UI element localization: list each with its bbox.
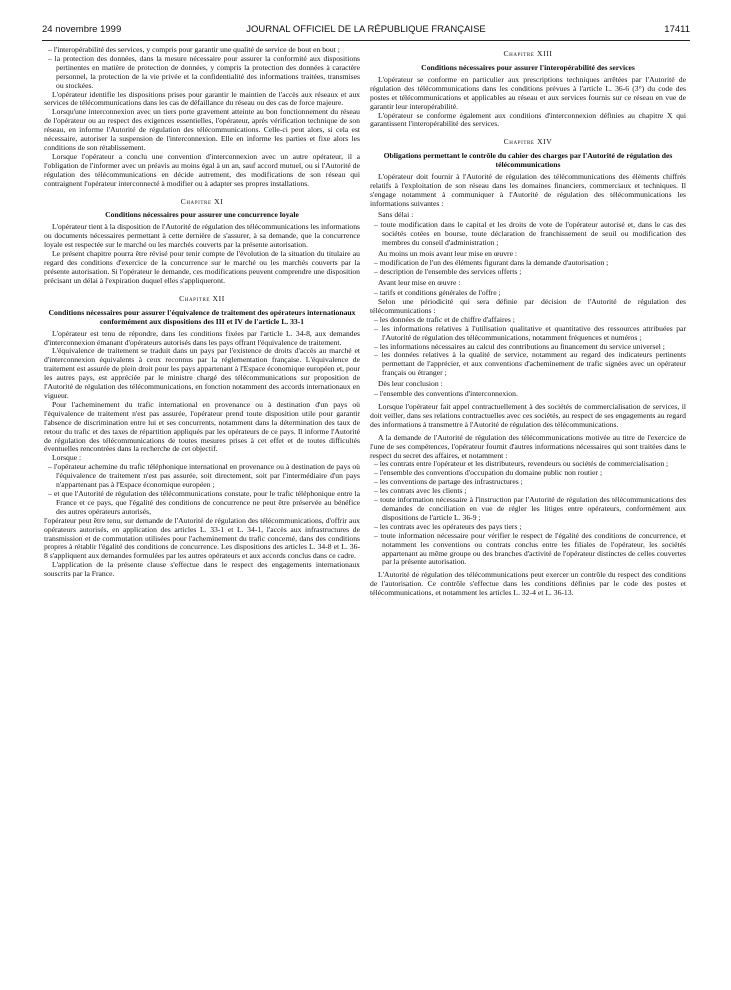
section-label: Au moins un mois avant leur mise en œuvre : [378,248,517,258]
list-item: – tarifs et conditions générales de l'offre ; [374,288,501,298]
chapter-title-11: Conditions nécessaires pour assurer une concurrence loyale [105,210,299,220]
page-header [42,24,690,38]
chapter-heading-11: Chapitre XI [180,196,224,206]
paragraph: L'opérateur se conforme également aux conditions d'interconnexion définies au chapitre X qui garantissent l'interopérabilité des services. [370,110,686,129]
paragraph: A la demande de l'Autorité de régulation des télécommunications motivée au titre de l'exercice de l'une de ses compétences, l'opérateur fournit d'autres informations nécessaires qui sont traitées dans le respect du secret des affaires, et notamment : [370,432,686,460]
paragraph: Lorsque : [52,453,82,463]
paragraph: Lorsqu'une interconnexion avec un tiers porte gravement atteinte au bon fonctionnement du réseau de l'opérateur ou au respect des exigences essentielles, l'opérateur, après vérification technique de son réseau, en informe l'Autorité de régulation des télécommunications. Celle-ci peut alors, si cela est nécessaire, autoriser la suspension de l'interconnexion. Elle en informe les parties et fixe alors les conditions de son rétablissement. [44,107,360,152]
list-item: – les contrats avec les opérateurs des pays tiers ; [374,521,522,531]
chapter-heading-13: Chapitre XIII [503,49,553,58]
list-item: – toute modification dans le capital et les droits de vote de l'opérateur autorisé et, dans le cas des sociétés cotées en bourse, toute déclaration de franchissement de seuil ou modification des membres du conseil d'administration ; [374,219,686,247]
paragraph: Selon une périodicité qui sera définie par décision de l'Autorité de régulation des télécommunications : [370,297,686,315]
paragraph: L'application de la présente clause s'effectue dans le respect des engagements internationaux souscrits par la France. [44,560,360,579]
list-item: – et que l'Autorité de régulation des télécommunications constate, pour le trafic téléphonique entre la France et ce pays, que l'égalité des conditions de concurrence ne peut être préservée au bénéfice des autres opérateurs autorisés, [48,488,360,516]
list-item: – toute information nécessaire pour vérifier le respect de l'égalité des conditions de concurrence, et notamment les conventions ou contrats conclus entre les filiales de l'opérateur, les sociétés appartenant au même groupe ou des branches d'activité de l'opérateur distinctes de celles couvertes par la présente autorisation. [374,530,686,567]
paragraph: L'opérateur est tenu de répondre, dans les conditions fixées par l'article L. 34-8, aux demandes d'interconnexion émanant d'opérateurs autorisés dans les pays offrant l'équivalence de traitement. [44,328,360,347]
paragraph: L'opérateur se conforme en particulier aux prescriptions techniques arrêtées par l'Autorité de régulation des télécommunications dans les conditions prévues à l'article L. 36-6 (3°) du code des postes et télécommunications et applicables au réseau et aux services fournis sur ce réseau en vue de garantir leur interopérabilité. [370,74,686,111]
left-column [44,46,360,579]
paragraph: L'opérateur doit fournir à l'Autorité de régulation des télécommunications des éléments chiffrés relatifs à l'exploitation de son réseau dans les domaines financiers, commerciaux et techniques. Il s'engage notamment à communiquer à l'Autorité de régulation des télécommunications les informations suivantes : [370,172,686,208]
paragraph: L'opérateur tient à la disposition de l'Autorité de régulation des télécommunications les informations ou documents nécessaires permettant à cette dernière de s'assurer, à sa demande, que la concurrence loyale est respectée sur le marché ou les marchés couverts par la présente autorisation. [44,222,360,250]
paragraph: Pour l'acheminement du trafic international en provenance ou à destination d'un pays où l'équivalence de traitement n'est pas assurée, l'opérateur prend toute disposition utile pour garantir l'absence de discrimination entre lui et ses concurrents, notamment dans la détermination des taux de retour du trafic et des taxes de répartition appliqués par les opérateurs de ce pays. Il informe l'Autorité de régulation des télécommunications de toutes mesures prises à cet effet et de toutes difficultés éventuelles rencontrées dans la recherche de cet objectif. [44,399,360,454]
right-column [370,46,686,598]
list-item: – les contrats entre l'opérateur et les distributeurs, revendeurs ou sociétés de commercialisation ; [374,459,669,469]
list-item: – l'ensemble des conventions d'interconnexion. [374,389,518,399]
list-item: – les données relatives à la qualité de service, notamment au regard des indicateurs pertinents permettant de l'apprécier, et aux conventions d'acheminement de trafic signées avec un opérateur français ou étranger ; [374,350,686,378]
section-label: Sans délai : [378,209,414,219]
list-item: – les conventions de partage des infrastructures ; [374,477,523,487]
page-number: 17411 [664,24,690,35]
paragraph: Le présent chapitre pourra être révisé pour tenir compte de l'évolution de la situation du titulaire au regard des conditions d'exercice de la concurrence sur le marché ou les marchés couverts par la présente autorisation. Si l'opérateur le demande, ces modifications peuvent comprendre une disposition précisant un délai à l'expiration duquel elles s'appliqueront. [44,249,360,285]
chapter-title-14: Obligations permettant le contrôle du cahier des charges par l'Autorité de régulation des télécommunications [383,151,673,170]
paragraph: Lorsque l'opérateur fait appel contractuellement à des sociétés de commercialisation de services, il doit veiller, dans ses relations contractuelles avec ces sociétés, au respect de ses engagements au regard des informations à transmettre à l'Autorité de régulation des télécommunications. [370,402,686,429]
list-item: – modification de l'un des éléments figurant dans la demande d'autorisation ; [374,258,609,268]
section-label: Avant leur mise en œuvre : [378,278,461,288]
list-item: – l'opérateur achemine du trafic téléphonique international en provenance ou à destination de pays où l'équivalence de traitement n'est pas assurée, soit directement, soit par l'intermédiaire d'un pays n'appartenant pas à l'Espace économique européen ; [48,462,360,490]
list-item: – l'interopérabilité des services, y compris pour garantir une qualité de service de bout en bout ; [48,45,340,54]
journal-title: JOURNAL OFFICIEL DE LA RÉPUBLIQUE FRANÇAISE [246,24,486,35]
list-item: – les contrats avec les clients ; [374,486,467,496]
paragraph: L'Autorité de régulation des télécommunications peut exercer un contrôle du respect des conditions de l'autorisation. Ce contrôle s'effectue dans les conditions définies par le code des postes et télécommunications, et notamment les articles L. 32-4 et L. 36-13. [370,570,686,598]
list-item: – la protection des données, dans la mesure nécessaire pour assurer la conformité aux dispositions pertinentes en matière de protection de données, y compris la protection des données à caractère personnel, la protection de la vie privée et la confidentialité des informations traitées, transmises ou stockées. [48,53,360,90]
chapter-heading-14: Chapitre XIV [503,137,553,147]
header-rule [42,40,690,41]
header-date: 24 novembre 1999 [42,24,122,35]
list-item: – description de l'ensemble des services offerts ; [374,267,522,277]
paragraph: L'opérateur identifie les dispositions prises pour garantir le maintien de l'accès aux réseaux et aux services de télécommunications dans les cas de défaillance du réseau ou des cas de force majeure. [44,89,360,108]
paragraph: Lorsque l'opérateur a conclu une convention d'interconnexion avec un autre opérateur, il a l'obligation de l'informer avec un préavis au moins égal à un an, sauf accord mutuel, ou si l'Autorité de régulation des télécommunications en décide autrement, des modifications de son réseau qui contraignent l'opérateur interconnecté à modifier ou à adapter ses propres installations. [44,151,360,188]
section-label: Dès leur conclusion : [378,379,443,389]
list-item: – les données de trafic et de chiffre d'affaires ; [374,314,515,324]
chapter-heading-12: Chapitre XII [179,293,225,303]
list-item: – toute information nécessaire à l'instruction par l'Autorité de régulation des télécommunications des demandes de conciliation en vue de régler les litiges entre opérateurs, conformément aux dispositions de l'article L. 36-9 ; [374,495,686,522]
list-item: – les informations relatives à l'utilisation qualitative et quantitative des ressources attribuées par l'Autorité de régulation des télécommunications, notamment fréquences et numéros ; [374,323,686,342]
chapter-title-13: Conditions nécessaires pour assurer l'interopérabilité des services [421,62,635,72]
chapter-title-12: Conditions nécessaires pour assurer l'équivalence de traitement des opérateurs internationaux conformément aux dispositions des III et IV de l'article L. 33-1 [48,307,356,326]
list-item: – les informations nécessaires au calcul des contributions au financement du service universel ; [374,341,665,351]
list-item: – l'ensemble des conventions d'occupation du domaine public non routier ; [374,468,603,478]
paragraph: L'équivalence de traitement se traduit dans un pays par l'existence de droits d'accès au marché et d'interconnexion équivalents à ceux reconnus par la réglementation française. L'équivalence de traitement est assurée de plein droit pour les pays appartenant à l'Espace économique européen et, pour les autres pays, est appréciée par le ministre chargé des télécommunications sur proposition de l'Autorité de régulation des télécommunications, en fonction notamment des accords internationaux en vigueur. [44,346,360,400]
paragraph: l'opérateur peut être tenu, sur demande de l'Autorité de régulation des télécommunications, d'offrir aux opérateurs autorisés, en application des articles L. 33-1 et L. 34-1, l'accès aux infrastructures de transmission et de commutation utilisées pour l'acheminement du trafic concerné, dans des conditions propres à rétablir l'égalité des conditions de concurrence. Les dispositions des articles L. 34-8 et L. 36-8 s'appliquent aux demandes formulées par les autres opérateurs et aux accords conclus dans ce cadre. [44,515,360,561]
